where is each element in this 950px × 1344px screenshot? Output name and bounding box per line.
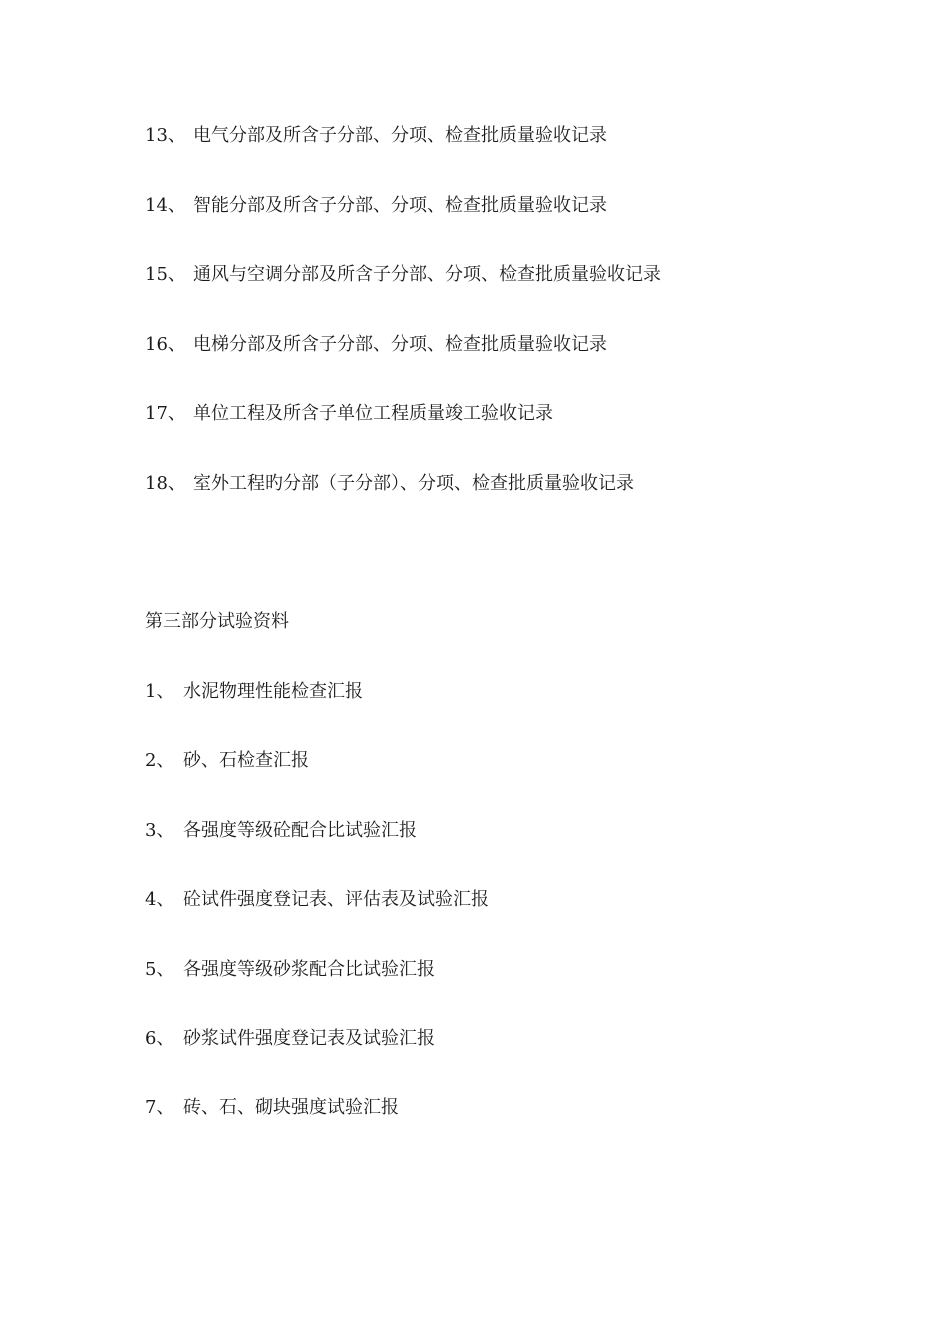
item-number: 1、 — [145, 681, 175, 702]
list-item — [145, 958, 435, 982]
list-item — [145, 194, 607, 218]
item-number: 2、 — [145, 750, 175, 771]
item-text: 单位工程及所含子单位工程质量竣工验收记录 — [193, 403, 553, 424]
section-heading: 第三部分试验资料 — [145, 611, 289, 632]
item-number: 7、 — [145, 1097, 175, 1118]
item-text: 室外工程旳分部（子分部）、分项、检查批质量验收记录 — [193, 473, 634, 494]
item-text: 砂浆试件强度登记表及试验汇报 — [183, 1028, 435, 1049]
item-text: 砖、石、砌块强度试验汇报 — [183, 1097, 399, 1118]
item-number: 18、 — [145, 473, 186, 494]
item-number: 16、 — [145, 334, 186, 355]
list-item — [145, 402, 553, 426]
list-item — [145, 472, 634, 496]
list-item — [145, 1096, 399, 1120]
item-number: 6、 — [145, 1028, 175, 1049]
list-item — [145, 263, 661, 287]
item-text: 通风与空调分部及所含子分部、分项、检查批质量验收记录 — [193, 264, 661, 285]
item-text: 电气分部及所含子分部、分项、检查批质量验收记录 — [193, 125, 607, 146]
item-number: 15、 — [145, 264, 186, 285]
item-text: 智能分部及所含子分部、分项、检查批质量验收记录 — [193, 195, 607, 216]
item-number: 17、 — [145, 403, 186, 424]
list-item — [145, 819, 417, 843]
item-number: 13、 — [145, 125, 186, 146]
item-number: 14、 — [145, 195, 186, 216]
list-item — [145, 1027, 435, 1051]
list-item — [145, 749, 309, 773]
item-text: 砼试件强度登记表、评估表及试验汇报 — [183, 889, 489, 910]
list-item — [145, 680, 363, 704]
item-number: 5、 — [145, 959, 175, 980]
item-text: 砂、石检查汇报 — [183, 750, 309, 771]
item-text: 各强度等级砂浆配合比试验汇报 — [183, 959, 435, 980]
item-number: 4、 — [145, 889, 175, 910]
item-text: 水泥物理性能检查汇报 — [183, 681, 363, 702]
item-text: 电梯分部及所含子分部、分项、检查批质量验收记录 — [193, 334, 607, 355]
list-item — [145, 124, 607, 148]
list-item — [145, 888, 489, 912]
item-number: 3、 — [145, 820, 175, 841]
item-text: 各强度等级砼配合比试验汇报 — [183, 820, 417, 841]
list-item — [145, 333, 607, 357]
